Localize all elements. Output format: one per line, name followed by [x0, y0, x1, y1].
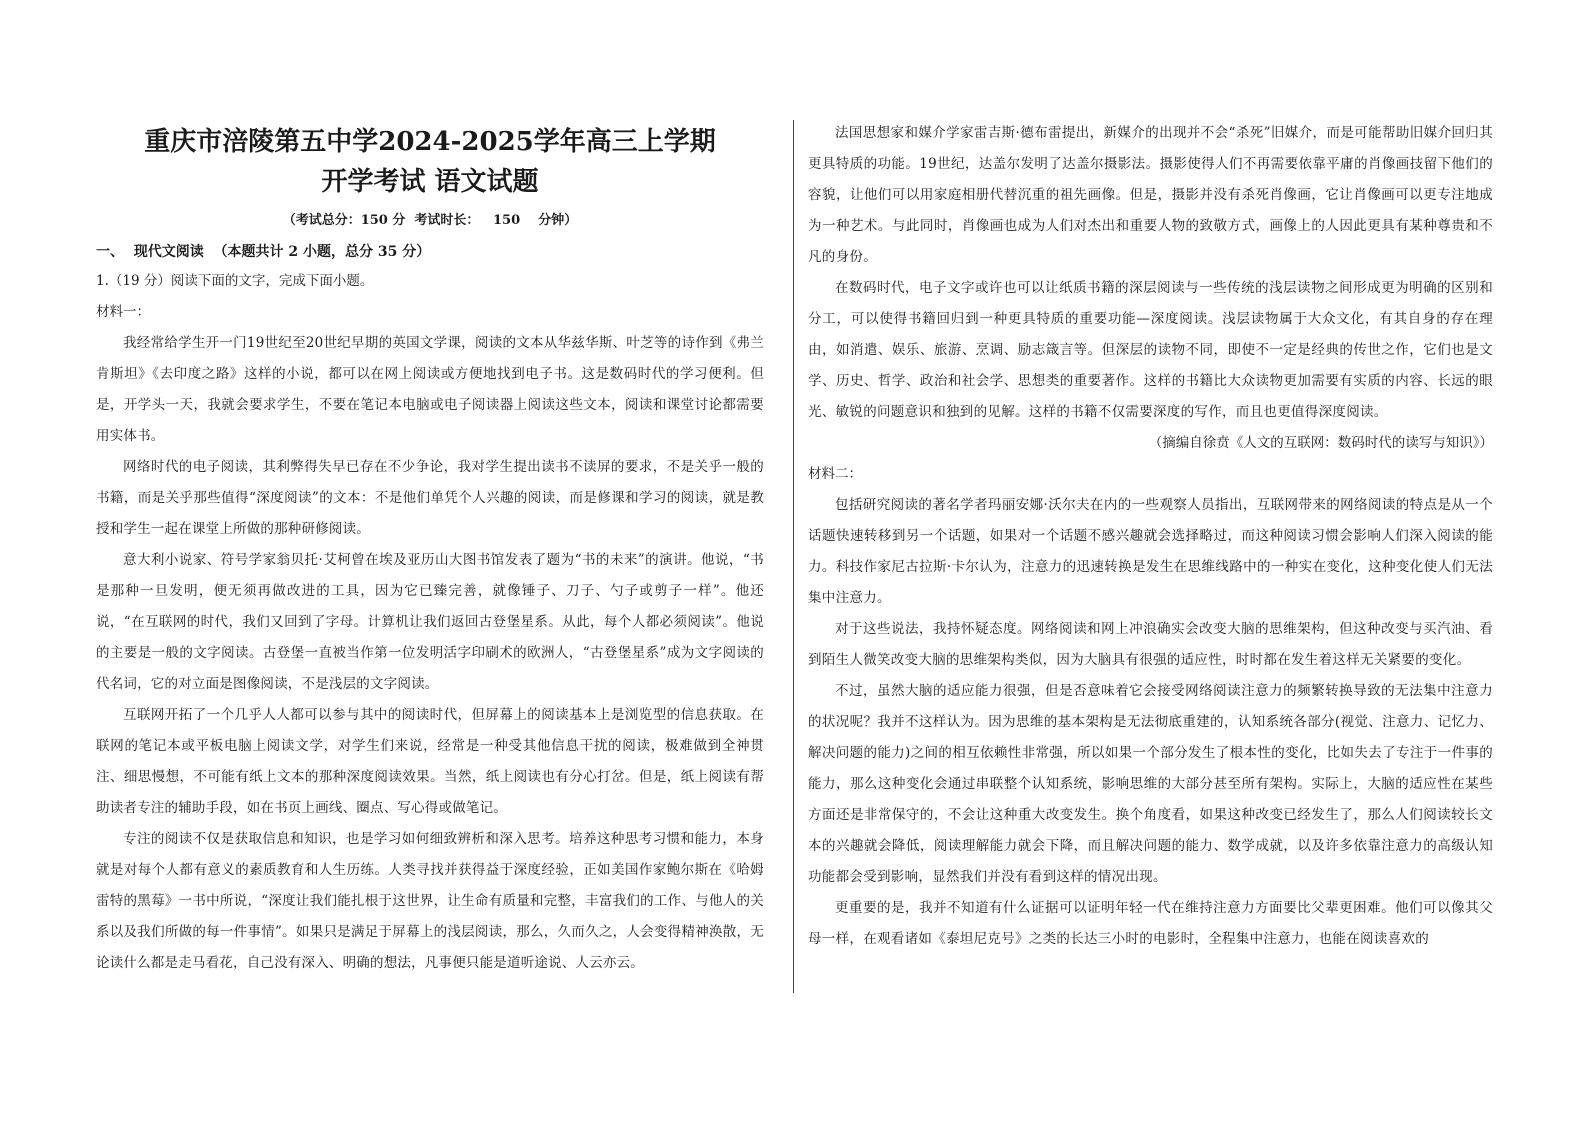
paragraph: 我经常给学生开一门19世纪至20世纪早期的英国文学课，阅读的文本从华兹华斯、叶芝等的诗作到《弗兰肯斯坦》《去印度之路》这样的小说，都可以在网上阅读或方便地找到电子书。这是数码时代的学习便利。但是，开学头一天，我就会要求学生，不要在笔记本电脑或电子阅读器上阅读这些文本，阅读和课堂讨论都需要用实体书。	[96, 335, 764, 444]
paragraph: 互联网开拓了一个几乎人人都可以参与其中的阅读时代，但屏幕上的阅读基本上是浏览型的信息获取。在联网的笔记本或平板电脑上阅读文学，对学生们来说，经常是一种受其他信息干扰的阅读，极难做到全神贯注、细思慢想，不可能有纸上文本的那种深度阅读效果。当然，纸上阅读也有分心打岔。但是，纸上阅读有帮助读者专注的辅助手段，如在书页上画线、圈点、写心得或做笔记。	[96, 707, 764, 816]
left-column	[96, 118, 764, 979]
paragraph: 专注的阅读不仅是获取信息和知识，也是学习如何细致辨析和深入思考。培养这种思考习惯和能力，本身就是对每个人都有意义的素质教育和人生历练。人类寻找并获得益于深度经验，正如美国作家鲍尔斯在《哈姆雷特的黑莓》一书中所说，“深度让我们能扎根于这世界，让生命有质量和完整，丰富我们的工作、与他人的关系以及我们所做的每一件事情”。如果只是满足于屏幕上的浅层阅读，那么，久而久之，人会变得精神涣散，无论读什么都是走马看花，自己没有深入、明确的想法，凡事便只能是道听途说、人云亦云。	[96, 831, 764, 971]
column-divider	[793, 120, 794, 993]
paragraph: 更重要的是，我并不知道有什么证据可以证明年轻一代在维持注意力方面要比父辈更困难。他们可以像其父母一样，在观看诸如《泰坦尼克号》之类的长达三小时的电影时，全程集中注意力，也能在阅读喜欢的	[808, 900, 1493, 947]
section1-heading: 一、 现代文阅读 （本题共计 2 小题，总分 35 分）	[96, 244, 431, 260]
exam-info: （考试总分：150 分 考试时长： 150 分钟）	[282, 213, 578, 228]
paragraph: 不过，虽然大脑的适应能力很强，但是否意味着它会接受网络阅读注意力的频繁转换导致的无法集中注意力的状况呢？我并不这样认为。因为思维的基本架构是无法彻底重建的，认知系统各部分(视觉、注意力、记忆力、解决问题的能力)之间的相互依赖性非常强，所以如果一个部分发生了根本性的变化，比如失去了专注于一件事的能力，那么这种变化会通过串联整个认知系统，影响思维的大部分甚至所有架构。实际上，大脑的适应性在某些方面还是非常保守的，不会让这种重大改变发生。换个角度看，如果这种改变已经发生了，那么人们阅读较长文本的兴趣就会降低，阅读理解能力就会下降，而且解决问题的能力、数学成就，以及许多依靠注意力的高级认知功能都会受到影响，显然我们并没有看到这样的情况出现。	[808, 683, 1493, 885]
exam-title-line2: 开学考试 语文试题	[321, 167, 539, 197]
material1-label: 材料一：	[96, 304, 150, 320]
paragraph: 包括研究阅读的著名学者玛丽安娜·沃尔夫在内的一些观察人员指出，互联网带来的网络阅读的特点是从一个话题快速转移到另一个话题，如果对一个话题不感兴趣就会选择略过，而这种阅读习惯会影响人们深入阅读的能力。科技作家尼古拉斯·卡尔认为，注意力的迅速转换是发生在思维线路中的一种实在变化，这种变化使人们无法集中注意力。	[808, 497, 1493, 606]
question1-prompt: 1.（19 分）阅读下面的文字，完成下面小题。	[96, 273, 374, 289]
paragraph: 网络时代的电子阅读，其利弊得失早已存在不少争论，我对学生提出读书不读屏的要求，不是关乎一般的书籍，而是关乎那些值得“深度阅读”的文本：不是他们单凭个人兴趣的阅读，而是修课和学习的阅读，就是教授和学生一起在课堂上所做的那种研修阅读。	[96, 459, 764, 537]
source-note: （摘编自徐贲《人文的互联网：数码时代的读写与知识》）	[1148, 435, 1493, 451]
material2-label: 材料二：	[808, 466, 862, 482]
paragraph: 意大利小说家、符号学家翁贝托·艾柯曾在埃及亚历山大图书馆发表了题为“书的未来”的演讲。他说，“书是那种一旦发明，便无须再做改进的工具，因为它已臻完善，就像锤子、刀子、勺子或剪子一样”。他还说，“在互联网的时代，我们又回到了字母。计算机让我们返回古登堡星系。从此，每个人都必须阅读”。他说的主要是一般的文字阅读。古登堡一直被当作第一位发明活字印刷术的欧洲人，“古登堡星系”成为文字阅读的代名词，它的对立面是图像阅读，不是浅层的文字阅读。	[96, 552, 764, 692]
paragraph: 对于这些说法，我持怀疑态度。网络阅读和网上冲浪确实会改变大脑的思维架构，但这种改变与买汽油、看到陌生人微笑改变大脑的思维架构类似，因为大脑具有很强的适应性，时时都在发生着这样无关紧要的变化。	[808, 621, 1493, 668]
paragraph: 在数码时代，电子文字或许也可以让纸质书籍的深层阅读与一些传统的浅层读物之间形成更为明确的区别和分工，可以使得书籍回归到一种更具特质的重要功能—深度阅读。浅层读物属于大众文化，有其自身的存在理由，如消遣、娱乐、旅游、烹调、励志箴言等。但深层的读物不同，即使不一定是经典的传世之作，它们也是文学、历史、哲学、政治和社会学、思想类的重要著作。这样的书籍比大众读物更加需要有实质的内容、长远的眼光、敏锐的问题意识和独到的见解。这样的书籍不仅需要深度的写作，而且也更值得深度阅读。	[808, 280, 1493, 420]
paragraph: 法国思想家和媒介学家雷吉斯·德布雷提出，新媒介的出现并不会“杀死”旧媒介，而是可能帮助旧媒介回归其更具特质的功能。19世纪，达盖尔发明了达盖尔摄影法。摄影使得人们不再需要依靠平庸的肖像画技留下他们的容貌，让他们可以用家庭相册代替沉重的祖先画像。但是，摄影并没有杀死肖像画，它让肖像画可以更专注地成为一种艺术。与此同时，肖像画也成为人们对杰出和重要人物的致敬方式，画像上的人因此更具有某种尊贵和不凡的身份。	[808, 125, 1493, 265]
exam-title-line1: 重庆市涪陵第五中学2024-2025学年高三上学期	[144, 127, 716, 157]
right-column	[808, 118, 1493, 955]
